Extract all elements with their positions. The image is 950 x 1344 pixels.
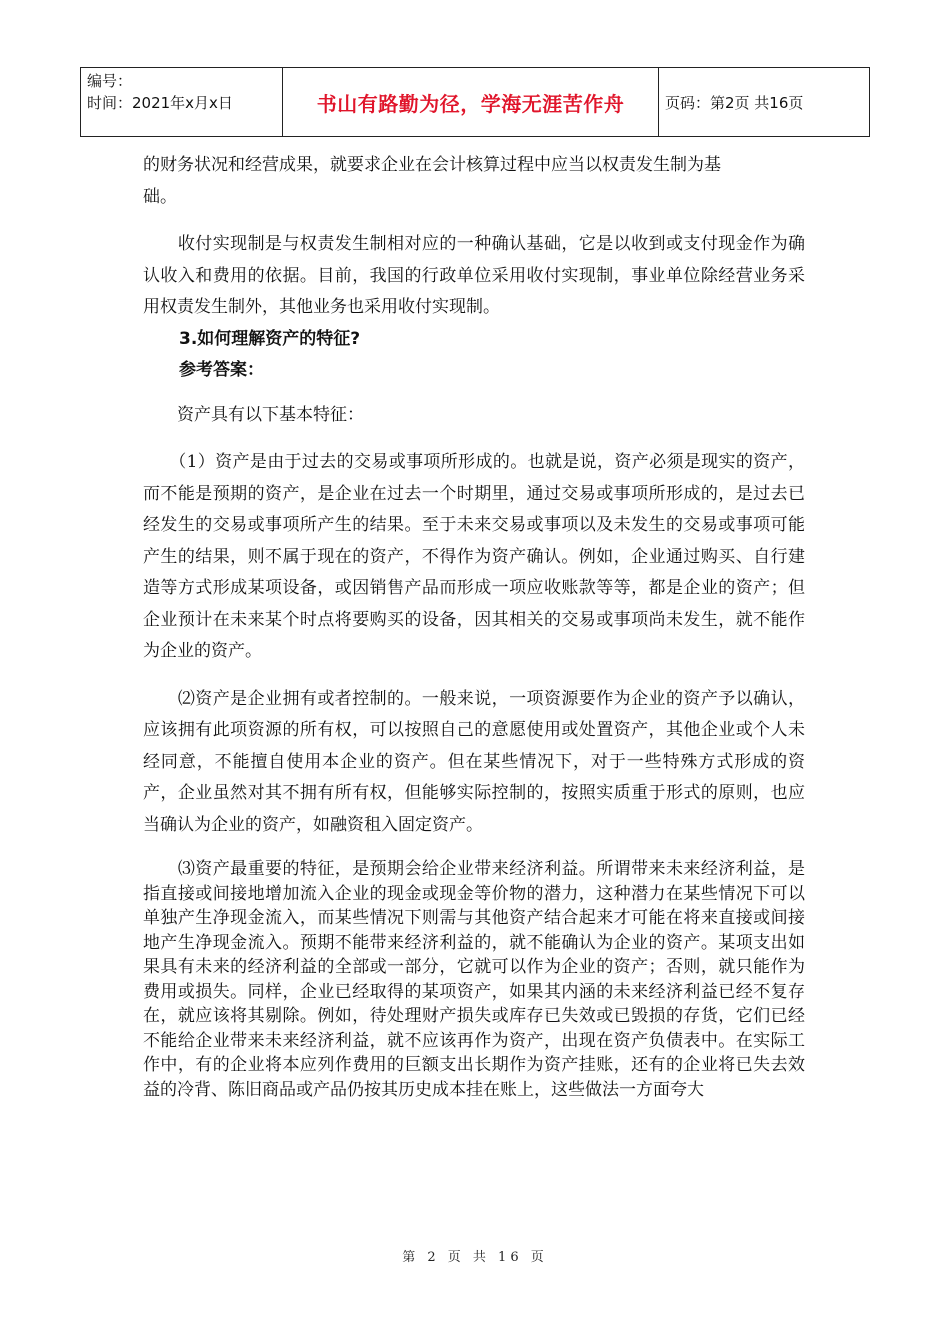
header-motto: 书山有路勤为径，学海无涯苦作舟 bbox=[283, 68, 659, 136]
feature-item-2: ⑵资产是企业拥有或者控制的。一般来说，一项资源要作为企业的资产予以确认，应该拥有此项资源的所有权，可以按照自己的意愿使用或处置资产，其他企业或个人未经同意，不能擅自使用本企业的资产。但在某些情况下，对于一些特殊方式形成的资产，企业虽然对其不拥有所有权，但能够实际控制的，按照实质重于形式的原则，也应当确认为企业的资产，如融资租入固定资产。 bbox=[143, 688, 805, 835]
paragraph-line: 的财务状况和经营成果，就要求企业在会计核算过程中应当以权责发生制为基 bbox=[143, 155, 721, 175]
feature-item-1: （1）资产是由于过去的交易或事项所形成的。也就是说，资产必须是现实的资产，而不能是预期的资产，是企业在过去一个时期里，通过交易或事项所形成的，是过去已经发生的交易或事项所产生的结果。至于未来交易或事项以及未发生的交易或事项可能产生的结果，则不属于现在的资产，不得作为资产确认。例如，企业通过购买、自行建造等方式形成某项设备，或因销售产品而形成一项应收账款等等，都是企业的资产；但企业预计在未来某个时点将要购买的设备，因其相关的交易或事项尚未发生，就不能作为企业的资产。 bbox=[143, 452, 805, 661]
header-meta bbox=[81, 68, 283, 136]
answer-heading: 参考答案： bbox=[179, 360, 264, 380]
document-body bbox=[143, 150, 805, 1102]
paragraph-line: 础。 bbox=[143, 186, 177, 207]
header-page-info: 页码：第2页 共16页 bbox=[665, 93, 804, 112]
page-footer: 第 2 页 共 16 页 bbox=[402, 1250, 548, 1265]
document-header bbox=[80, 67, 870, 137]
answer-intro: 资产具有以下基本特征： bbox=[143, 404, 364, 425]
time-label: 时间：2021年x月x日 bbox=[87, 94, 233, 112]
feature-item-3: ⑶资产最重要的特征，是预期会给企业带来经济利益。所谓带来未来经济利益，是指直接或间接地增加流入企业的现金或现金等价物的潜力，这种潜力在某些情况下可以单独产生净现金流入，而某些情况下则需与其他资产结合起来才可能在将来直接或间接地产生净现金流入。预期不能带来经济利益的，就不能确认为企业的资产。某项支出如果具有未来的经济利益的全部或一部分，它就可以作为企业的资产；否则，就只能作为费用或损失。同样，企业已经取得的某项资产，如果其内涵的未来经济利益已经不复存在，就应该将其剔除。例如，待处理财产损失或库存已失效或已毁损的存货，它们已经不能给企业带来未来经济利益，就不应该再作为资产，出现在资产负债表中。在实际工作中，有的企业将本应列作费用的巨额支出长期作为资产挂账，还有的企业将已失去效益的冷背、陈旧商品或产品仍按其历史成本挂在账上，这些做法一方面夸大 bbox=[143, 859, 805, 1100]
paragraph-cash-basis: 收付实现制是与权责发生制相对应的一种确认基础，它是以收到或支付现金作为确认收入和费用的依据。目前，我国的行政单位采用收付实现制，事业单位除经营业务采用权责发生制外，其他业务也采用收付实现制。 bbox=[143, 234, 805, 317]
number-label: 编号： bbox=[87, 72, 133, 90]
question-heading: 3.如何理解资产的特征? bbox=[179, 328, 361, 349]
